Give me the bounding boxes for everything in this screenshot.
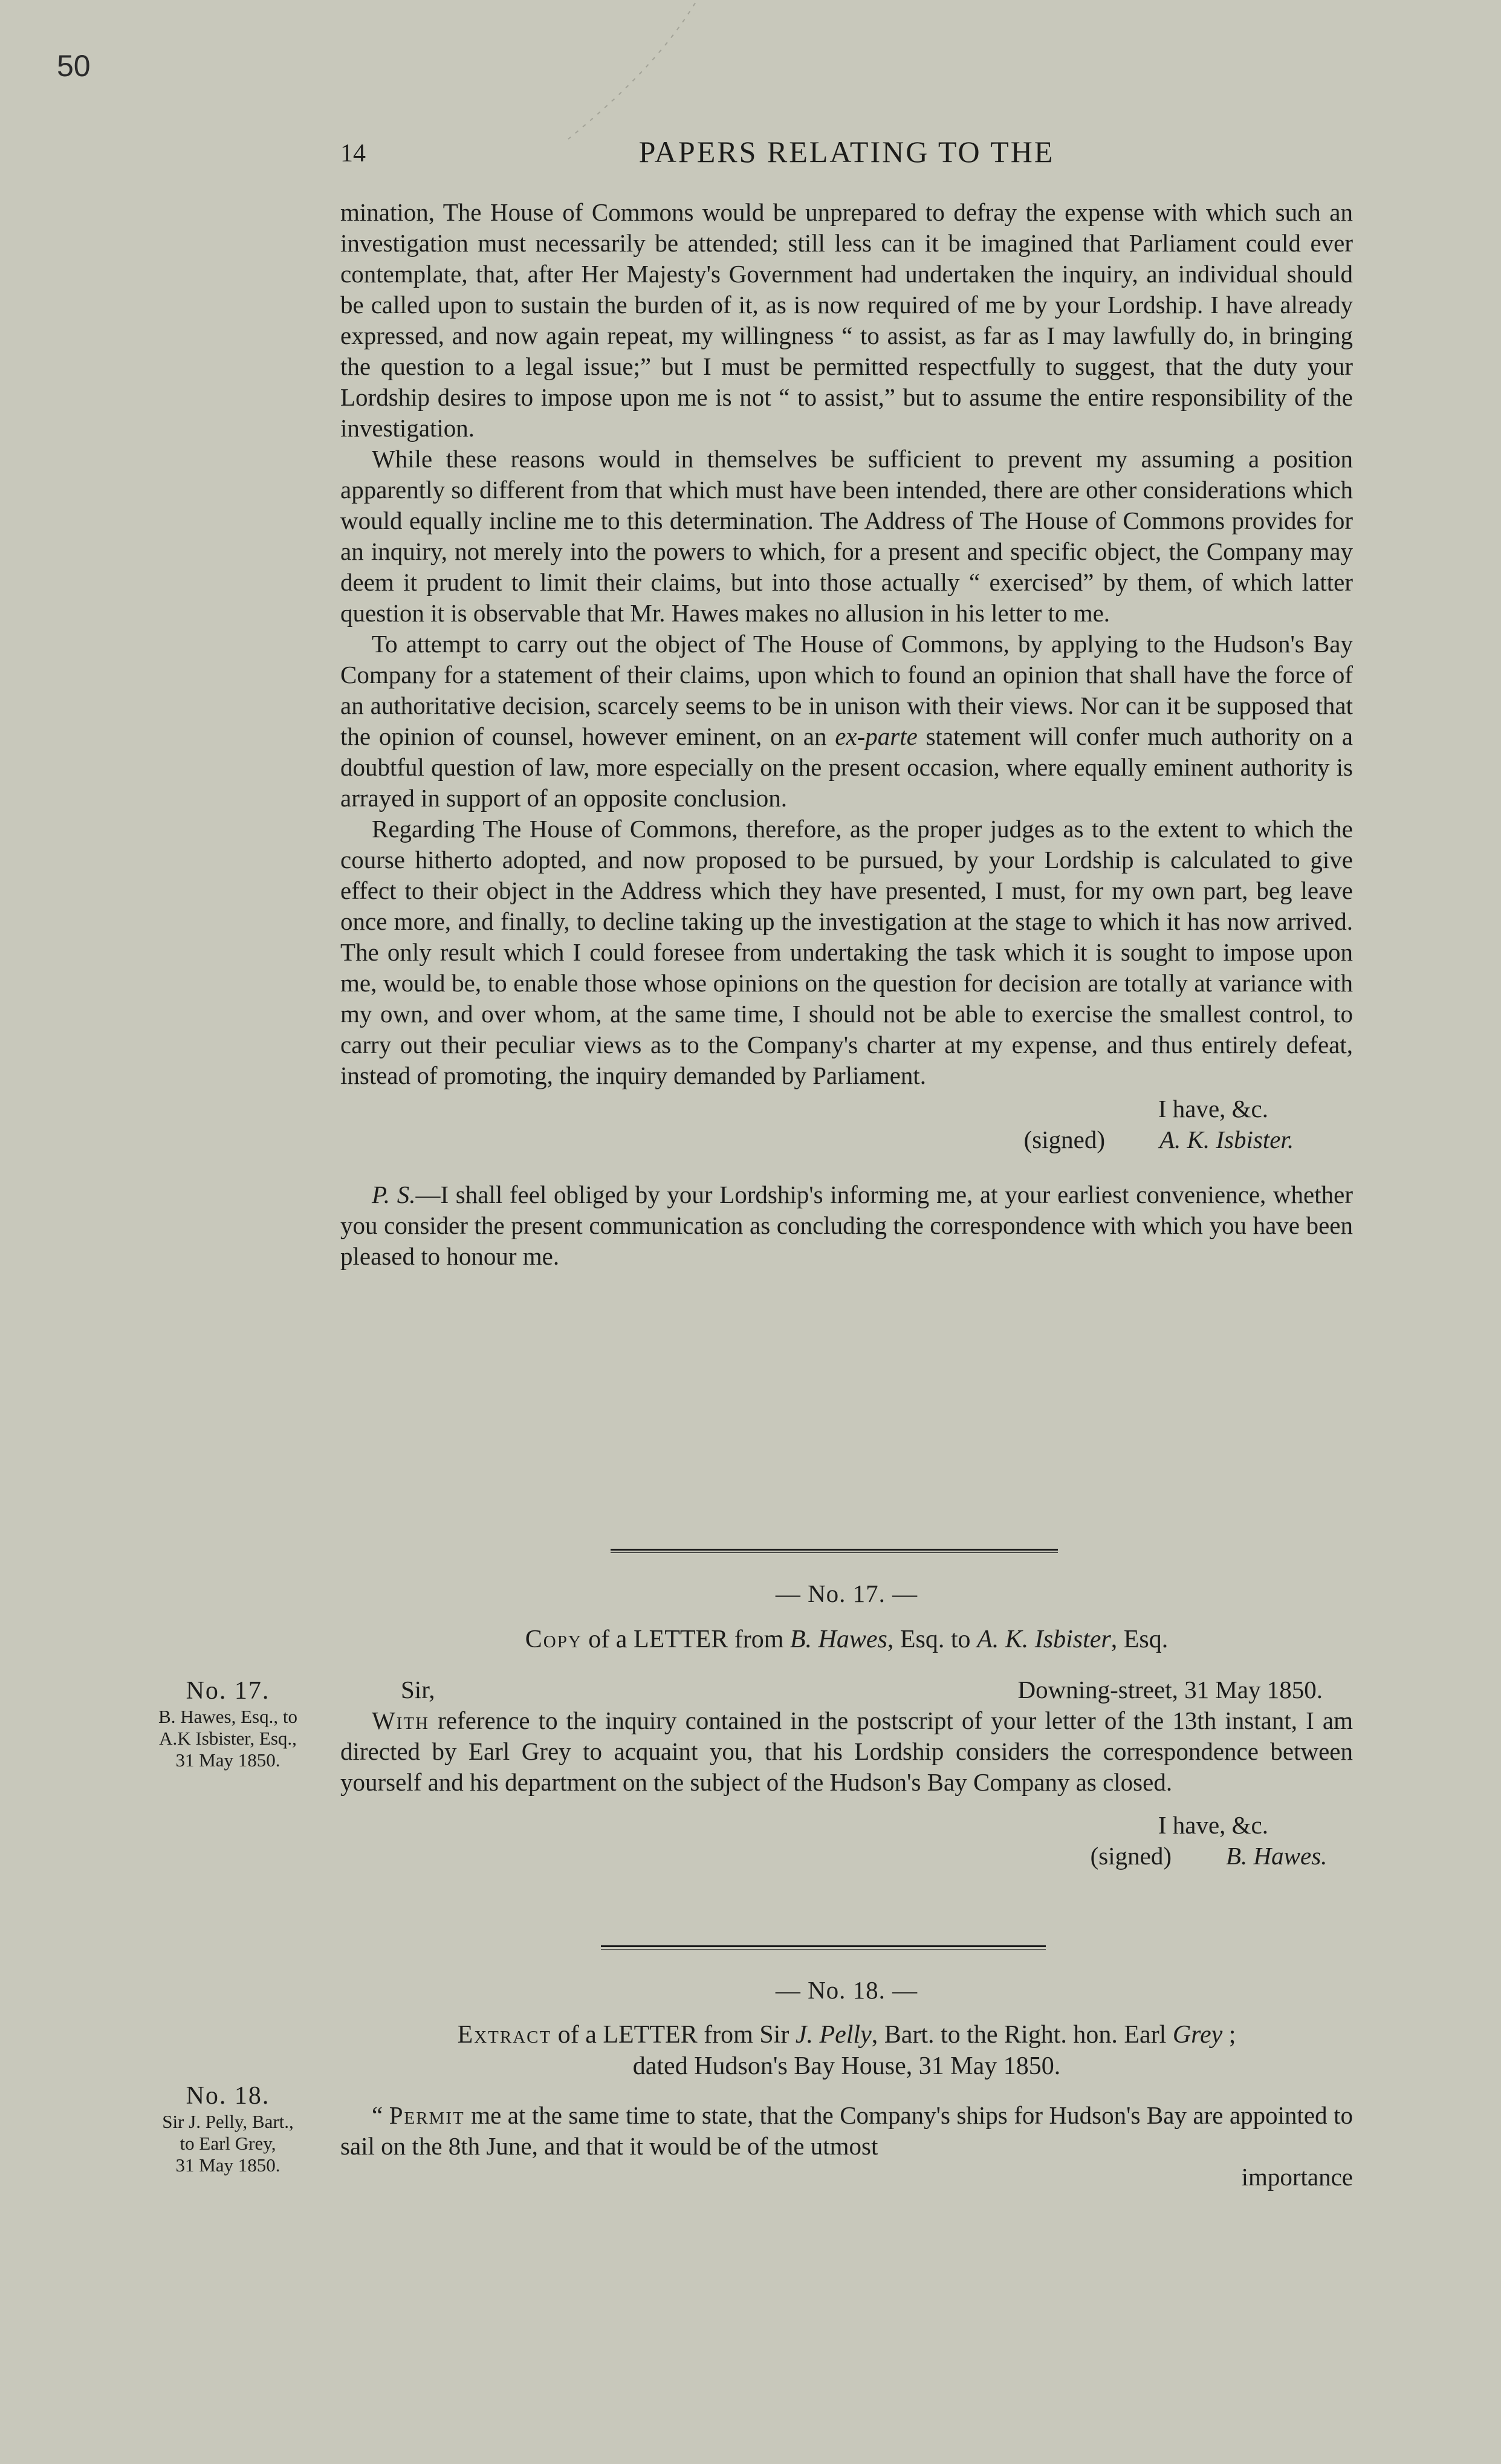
paragraph: With reference to the inquiry contained in the postscript of your letter of the 13th instant, I am directed by Earl Grey to acquaint you, that his Lordship considers the correspondence between yourself and his department on the subject of the Hudson's Bay Company as closed.	[340, 1707, 1353, 1796]
running-title: PAPERS RELATING TO THE	[638, 135, 1055, 169]
paragraph: While these reasons would in themselves be sufficient to prevent my assuming a position apparently so different from that which must have been intended, there are other considerations which would equally incline me to this determination. The Address of The House of Commons provides for an inquiry, not merely into the powers to which, for a present and specific object, the Company may deem it prudent to limit their claims, but into those actually “ exercised” by them, of which latter question it is observable that Mr. Hawes makes no allusion in his letter to me.	[340, 445, 1353, 627]
closing: I have, &c.	[1158, 1811, 1268, 1839]
margin-note: No. 17. B. Hawes, Esq., to A.K Isbister, Esq., 31 May 1850.	[158, 1677, 297, 1771]
signature-line	[340, 1124, 1353, 1155]
postscript-label: P. S.	[372, 1181, 416, 1208]
paragraph: “ Permit me at the same time to state, that the Company's ships for Hudson's Bay are appointed to sail on the 8th June, and that it would be of the utmost	[340, 2101, 1353, 2160]
paragraph: mination, The House of Commons would be unprepared to defray the expense with which such an investigation must necessarily be attended; still less can it be imagined that Parliament could ever contemplate, that, after Her Majesty's Government had undertaken the inquiry, an individual should be called upon to sustain the burden of it, as is now required of me by your Lordship. I have already expressed, and now again repeat, my willingness “ to assist, as far as I may lawfully do, in bringing the question to a legal issue;” but I must be permitted respectfully to suggest, that the duty your Lordship desires to impose upon me is not “ to assist,” but to assume the entire responsibility of the investigation.	[340, 198, 1353, 442]
letter-18-body	[340, 2100, 1353, 2193]
letter-17-body	[340, 1675, 1353, 1872]
paragraph: To attempt to carry out the object of The House of Commons, by applying to the Hudson's Bay Company for a statement of their claims, upon which to found an opinion that shall have the force of an authoritative decision, scarcely seems to be in unison with their views. Nor can it be supposed that the opinion of counsel, however eminent, on an ex-parte statement will confer much authority on a doubtful question of law, more especially on the present occasion, where equally eminent authority is arrayed in support of an opposite conclusion.	[340, 630, 1353, 812]
paragraph: Regarding The House of Commons, therefore, as the proper judges as to the extent to which the course hitherto adopted, and now proposed to be pursued, by your Lordship is calculated to give effect to their object in the Address which they have presented, I must, for my own part, beg leave once more, and finally, to decline taking up the investigation at the stage to which it has now arrived. The only result which I could foresee from undertaking the task which it is sought to impose upon me, would be, to enable those whose opinions on the question for decision are totally at variance with my own, and over whom, at the same time, I should not be able to exercise the smallest control, to carry out their peculiar views as to the Company's charter at my expense, and thus entirely defeat, instead of promoting, the inquiry demanded by Parliament.	[340, 815, 1353, 1089]
salutation: Sir,	[401, 1676, 435, 1704]
document-title: Copy of a LETTER from B. Hawes, Esq. to A. K. Isbister, Esq.	[525, 1626, 1169, 1653]
section-rule	[601, 1945, 1046, 1950]
catchword: importance	[1241, 2163, 1353, 2191]
signature: A. K. Isbister.	[1159, 1126, 1294, 1153]
closing: I have, &c.	[1158, 1095, 1268, 1123]
letter-16-body	[340, 197, 1353, 1272]
pencil-mark	[532, 0, 713, 145]
scan-page-number: 50	[57, 49, 91, 83]
signature-line	[340, 1841, 1353, 1872]
place-date: Downing-street, 31 May 1850.	[1017, 1676, 1323, 1704]
document-number: — No. 17. —	[775, 1580, 918, 1607]
signed-label: (signed)	[1023, 1126, 1105, 1153]
document-title: Extract of a LETTER from Sir J. Pelly, Bart. to the Right. hon. Earl Grey ; dated Hudson's Bay House, 31 May 1850.	[457, 2021, 1236, 2080]
signature: B. Hawes.	[1226, 1842, 1328, 1870]
document-number: — No. 18. —	[775, 1976, 918, 2004]
margin-note: No. 18. Sir J. Pelly, Bart., to Earl Grey, 31 May 1850.	[162, 2082, 294, 2176]
signed-label: (signed)	[1090, 1842, 1172, 1870]
section-rule	[611, 1549, 1058, 1553]
page-header	[340, 134, 1353, 170]
page-number: 14	[340, 140, 366, 167]
postscript: P. S.—I shall feel obliged by your Lordship's informing me, at your earliest convenience, whether you consider the present communication as concluding the correspondence with which you have been pleased to honour me.	[340, 1181, 1353, 1270]
